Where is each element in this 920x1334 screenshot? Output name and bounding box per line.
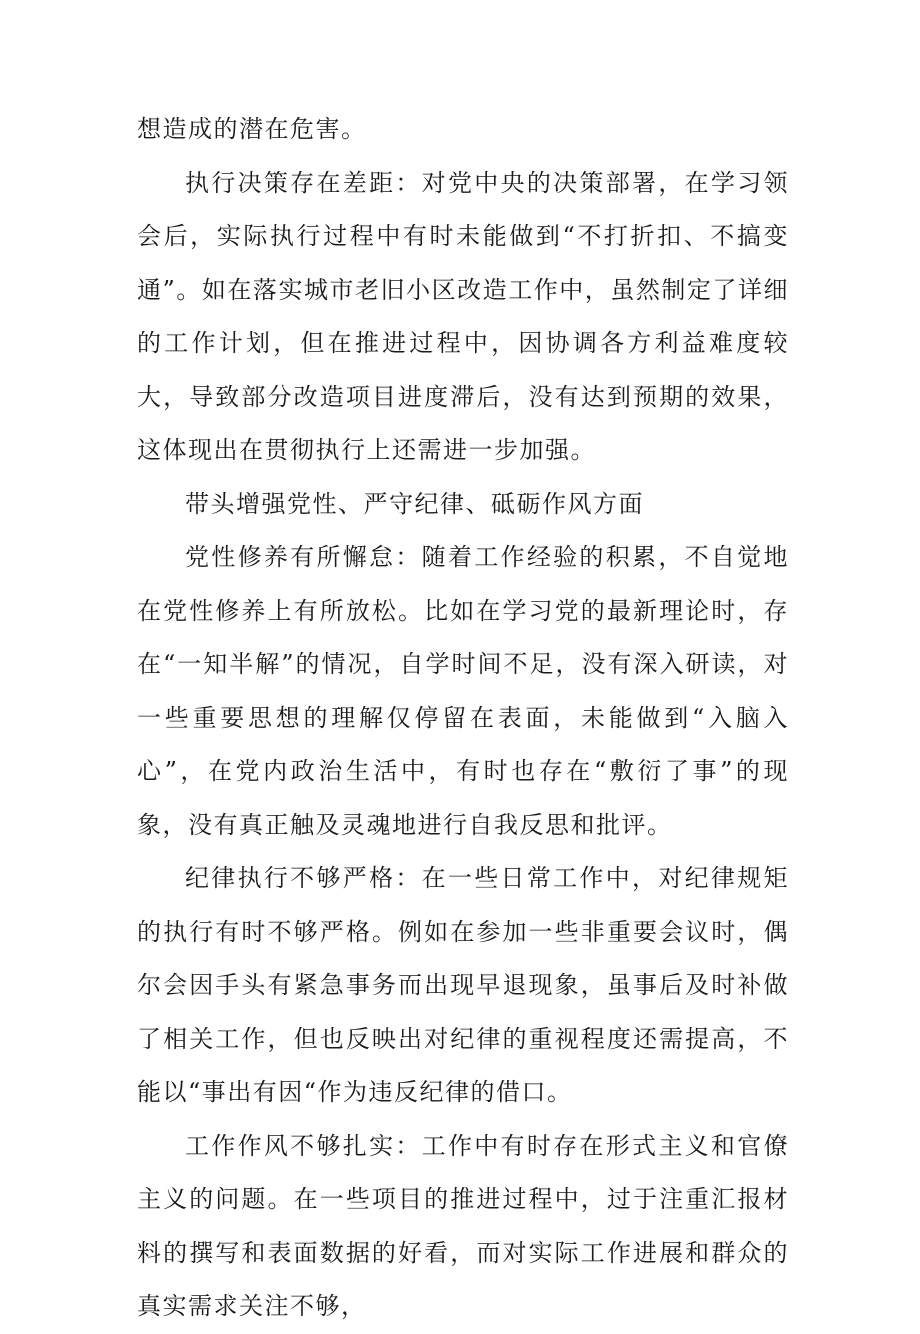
paragraph-continuation: 想造成的潜在危害。 (137, 115, 367, 143)
document-body (137, 103, 789, 1334)
section-heading-party-discipline: 带头增强党性、严守纪律、砥砺作风方面 (185, 489, 644, 518)
paragraph-party-cultivation: 党性修养有所懈怠：随着工作经验的积累，不自觉地在党性修养上有所放松。比如在学习党的最新理论时，存在“一知半解”的情况，自学时间不足，没有深入研读，对一些重要思想的理解仅停留在表面，未能做到“入脑入心”，在党内政治生活中，有时也存在“敷衍了事”的现象，没有真正触及灵魂地进行自我反思和批评。 (137, 543, 789, 839)
paragraph-work-style: 工作作风不够扎实：工作中有时存在形式主义和官僚主义的问题。在一些项目的推进过程中，过于注重汇报材料的撰写和表面数据的好看，而对实际工作进展和群众的真实需求关注不够， (137, 1131, 789, 1320)
paragraph-discipline-execution: 纪律执行不够严格：在一些日常工作中，对纪律规矩的执行有时不够严格。例如在参加一些非重要会议时，偶尔会因手头有紧急事务而出现早退现象，虽事后及时补做了相关工作，但也反映出对纪律的重视程度还需提高，不能以“事出有因“作为违反纪律的借口。 (137, 864, 789, 1106)
paragraph-decision-execution: 执行决策存在差距：对党中央的决策部署，在学习领会后，实际执行过程中有时未能做到“不打折扣、不搞变通”。如在落实城市老旧小区改造工作中，虽然制定了详细的工作计划，但在推进过程中，因协调各方利益难度较大，导致部分改造项目进度滞后，没有达到预期的效果，这体现出在贯彻执行上还需进一步加强。 (137, 168, 789, 464)
